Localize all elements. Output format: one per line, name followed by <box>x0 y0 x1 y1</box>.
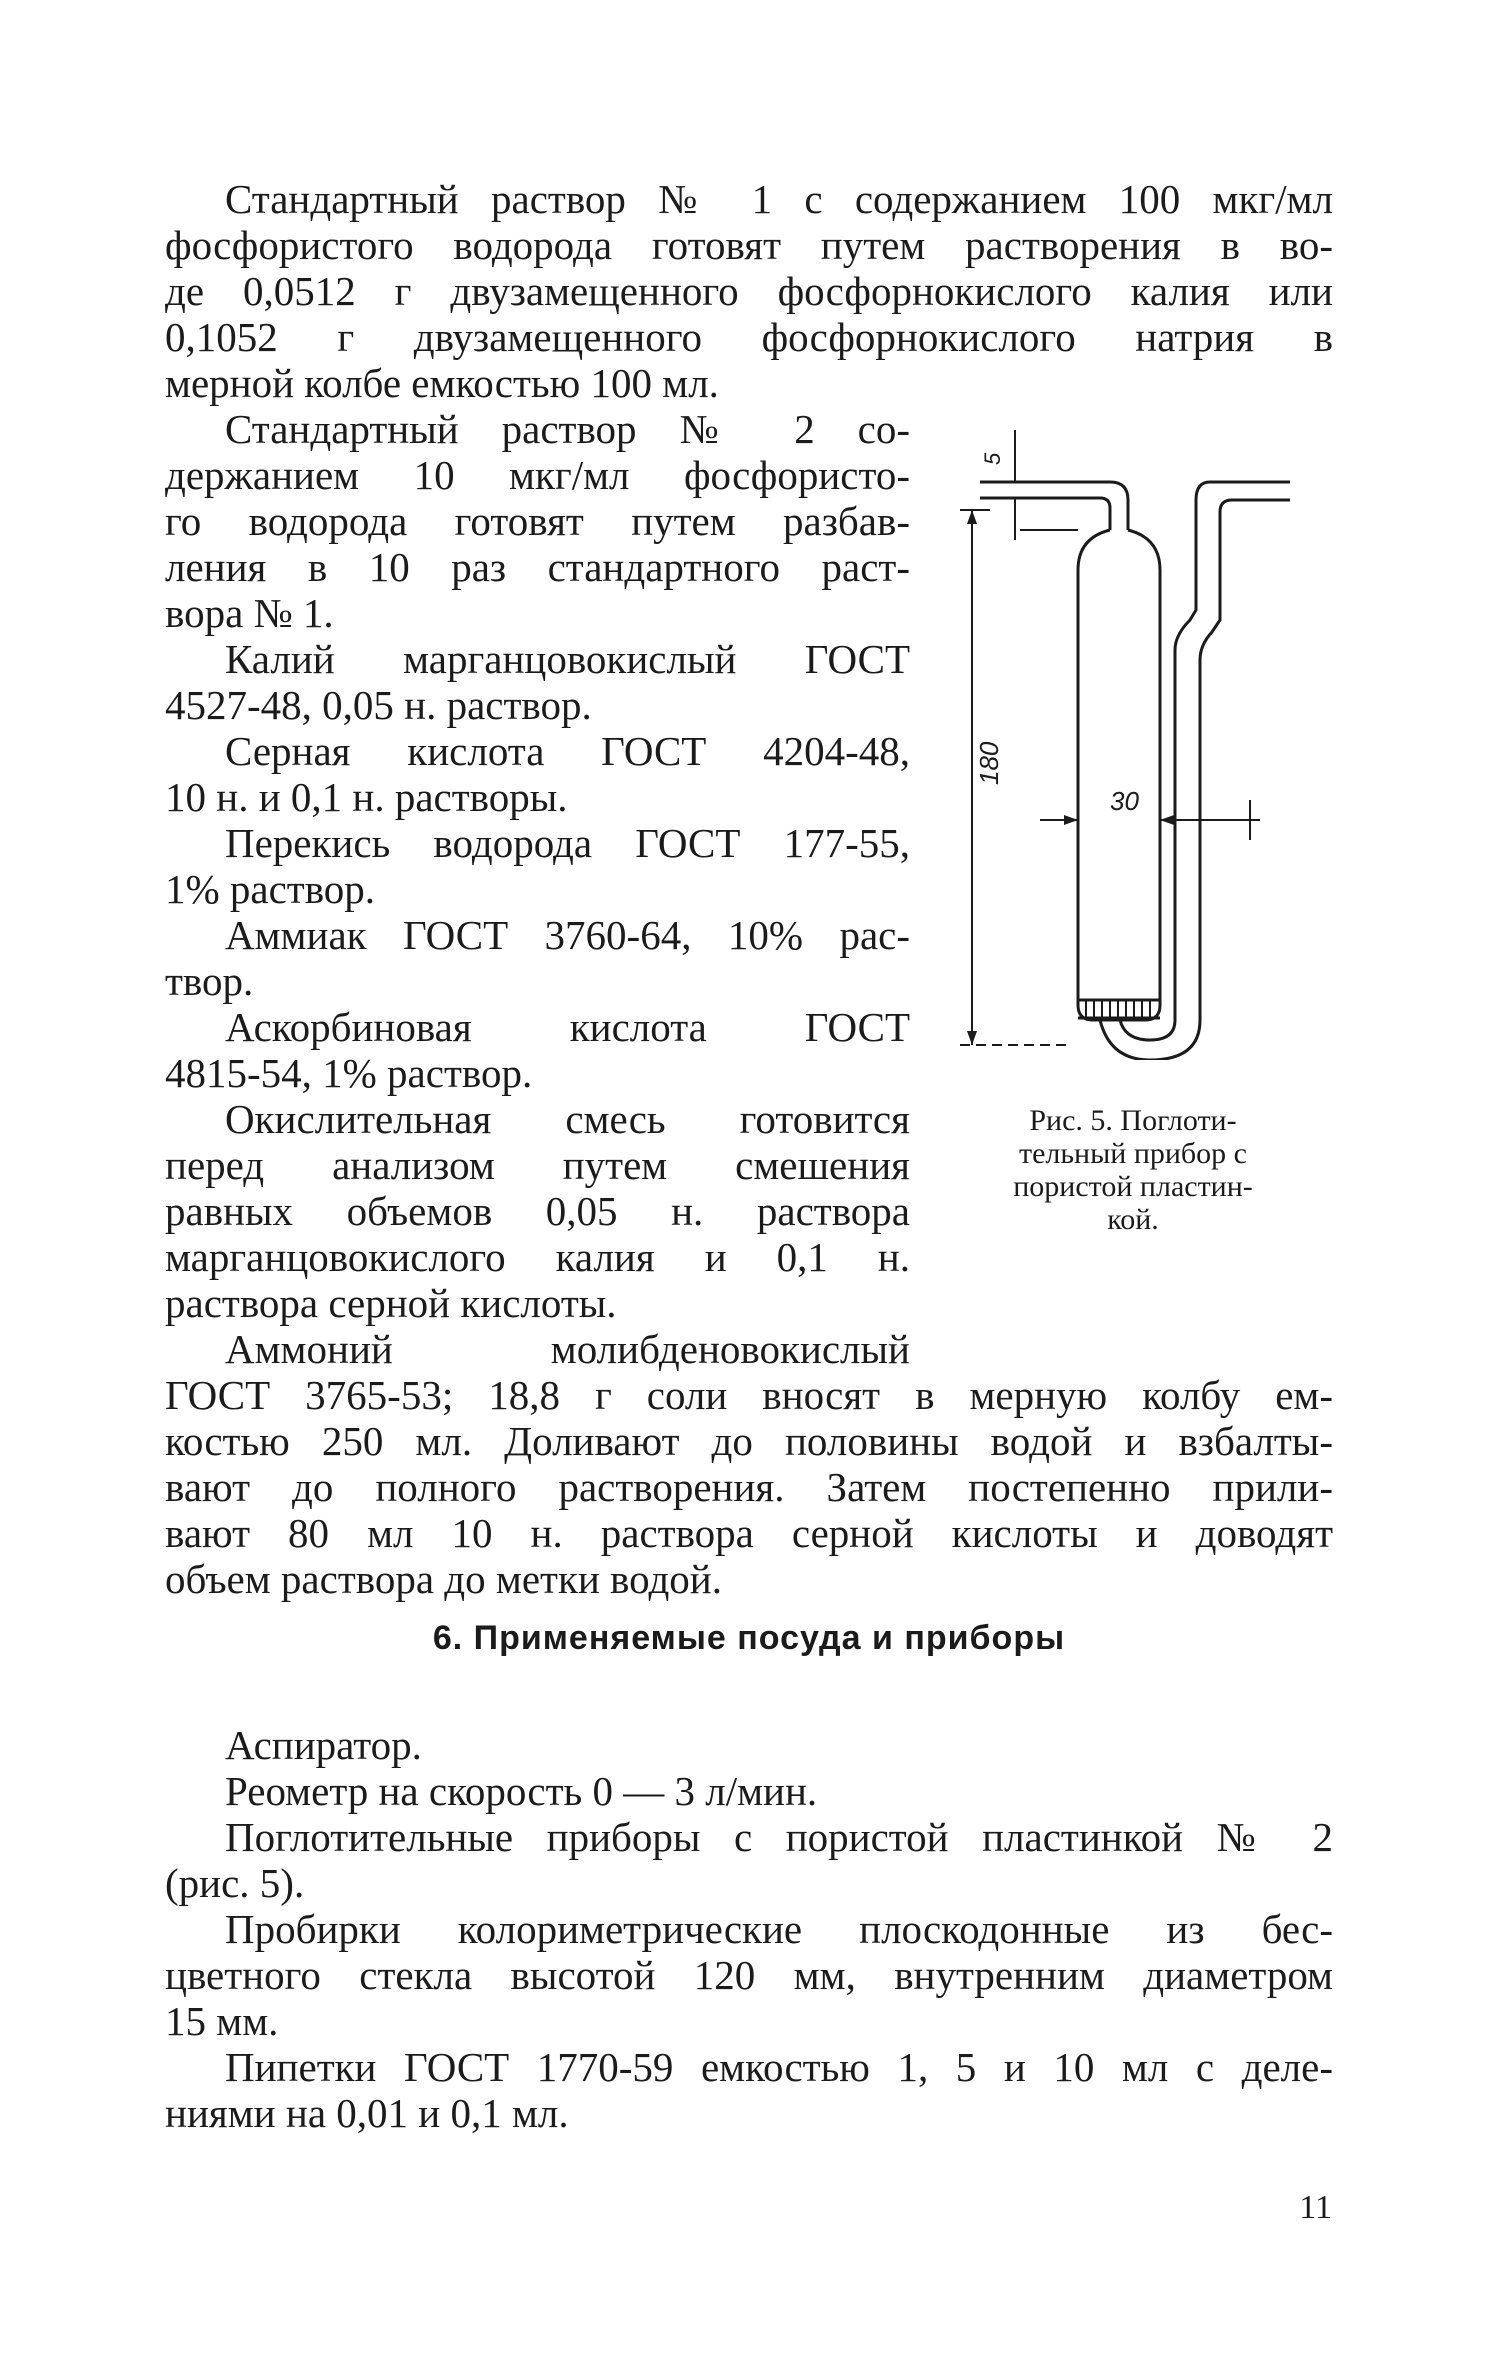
text-line: де 0,0512 г двузамещенного фосфорнокислого калия или <box>165 268 1333 314</box>
text-line: Аммиак ГОСТ 3760-64, 10% рас- <box>225 912 910 958</box>
dim-top-label: 5 <box>980 452 1005 465</box>
text-line: Пипетки ГОСТ 1770-59 емкостью 1, 5 и 10 мл с деле- <box>225 2044 1333 2090</box>
text-line: вают до полного растворения. Затем постепенно прили- <box>165 1464 1333 1510</box>
absorption-device-figure <box>960 420 1320 1060</box>
text-line: объем раствора до метки водой. <box>165 1556 723 1602</box>
text-line: (рис. 5). <box>165 1860 305 1906</box>
figure-caption-line: пористой пластин- <box>1013 1170 1253 1203</box>
text-line: Аммоний молибденовокислый <box>225 1326 910 1372</box>
text-line: 10 н. и 0,1 н. растворы. <box>165 774 568 820</box>
text-line: равных объемов 0,05 н. раствора <box>165 1188 910 1234</box>
text-line: 15 мм. <box>165 1998 279 2044</box>
text-line: вают 80 мл 10 н. раствора серной кислоты и доводят <box>165 1510 1333 1556</box>
text-line: перед анализом путем смешения <box>165 1142 910 1188</box>
text-line: Реометр на скорость 0 — 3 л/мин. <box>225 1768 818 1814</box>
text-line: марганцовокислого калия и 0,1 н. <box>165 1234 910 1280</box>
text-line: вора № 1. <box>165 590 334 636</box>
dim-width-label: 30 <box>1110 786 1139 816</box>
text-line: Стандартный раствор № 2 со- <box>225 406 910 452</box>
text-line: Калий марганцовокислый ГОСТ <box>225 636 910 682</box>
text-line: держанием 10 мкг/мл фосфористо- <box>165 452 910 498</box>
text-line: Аскорбиновая кислота ГОСТ <box>225 1004 910 1050</box>
figure-caption-line: Рис. 5. Поглоти- <box>1029 1104 1237 1137</box>
text-line: цветного стекла высотой 120 мм, внутренним диаметром <box>165 1952 1333 1998</box>
text-line: костью 250 мл. Доливают до половины водой и взбалты- <box>165 1418 1333 1464</box>
text-line: Поглотительные приборы с пористой пластинкой № 2 <box>225 1814 1333 1860</box>
text-line: Перекись водорода ГОСТ 177-55, <box>225 820 910 866</box>
section-heading: 6. Применяемые посуда и приборы <box>432 1619 1066 1657</box>
text-line: Пробирки колориметрические плоскодонные из бес- <box>225 1906 1333 1952</box>
text-line: 4527-48, 0,05 н. раствор. <box>165 682 592 728</box>
text-line: Аспиратор. <box>225 1722 422 1768</box>
text-line: ления в 10 раз стандартного раст- <box>165 544 910 590</box>
text-line: 1% раствор. <box>165 866 376 912</box>
text-line: 4815-54, 1% раствор. <box>165 1050 533 1096</box>
text-line: раствора серной кислоты. <box>165 1280 617 1326</box>
text-line: ГОСТ 3765-53; 18,8 г соли вносят в мерную колбу ем- <box>165 1372 1333 1418</box>
text-line: 0,1052 г двузамещенного фосфорнокислого натрия в <box>165 314 1333 360</box>
text-line: Серная кислота ГОСТ 4204-48, <box>225 728 910 774</box>
text-line: твор. <box>165 958 254 1004</box>
text-line: мерной колбе емкостью 100 мл. <box>165 360 719 406</box>
text-line: ниями на 0,01 и 0,1 мл. <box>165 2090 569 2136</box>
dim-height-label: 180 <box>974 741 1004 785</box>
text-line: Окислительная смесь готовится <box>225 1096 910 1142</box>
text-line: фосфористого водорода готовят путем растворения в во- <box>165 222 1333 268</box>
page-number: 11 <box>1299 2189 1332 2226</box>
text-line: го водорода готовят путем разбав- <box>165 498 910 544</box>
text-line: Стандартный раствор № 1 с содержанием 100 мкг/мл <box>225 176 1333 222</box>
figure-caption-line: кой. <box>1107 1203 1159 1236</box>
figure-caption-line: тельный прибор с <box>1018 1137 1248 1170</box>
